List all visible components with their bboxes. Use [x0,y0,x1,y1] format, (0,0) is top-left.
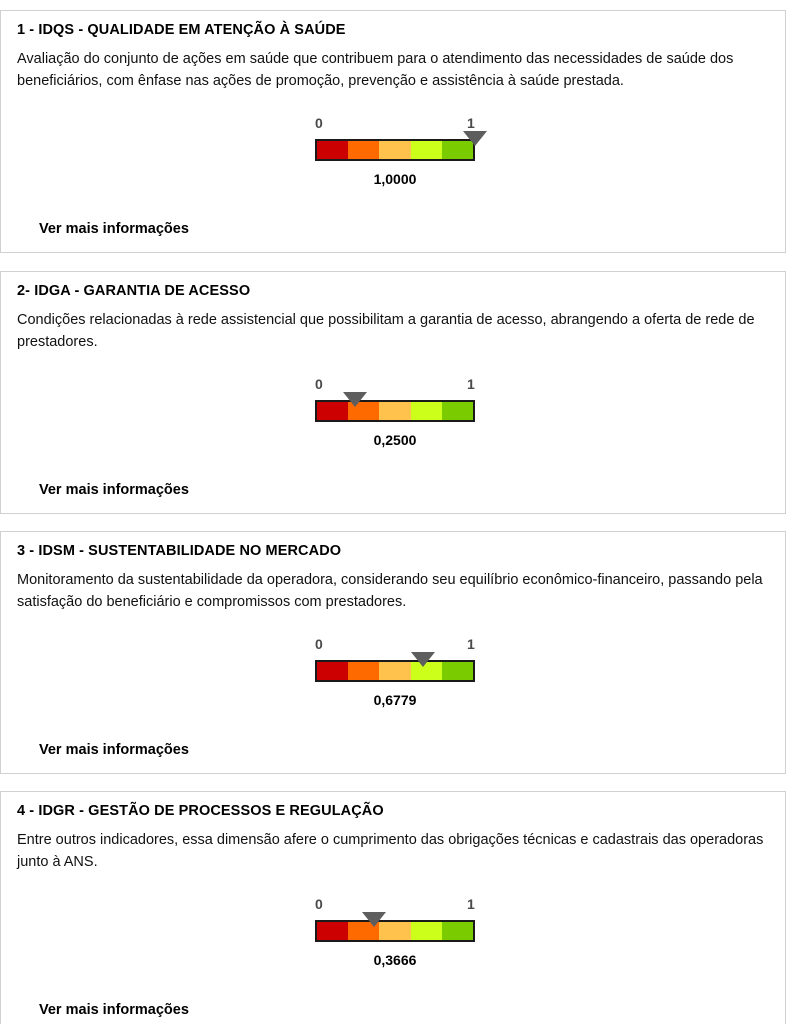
scale-segment-yellow [379,141,410,159]
gauge-max-label: 1 [467,115,475,131]
scale-segment-orange [348,662,379,680]
scale-segment-green [442,662,473,680]
gauge-max-label: 1 [467,636,475,652]
gauge-value: 1,0000 [373,171,417,187]
card-title: 4 - IDGR - GESTÃO DE PROCESSOS E REGULAÇÃO [17,803,384,819]
card-description: Condições relacionadas à rede assistencial que possibilitam a garantia de acesso, abrangendo a oferta de rede de prestadores. [17,312,755,350]
scale-segment-yellow [379,662,410,680]
gauge-color-scale [315,400,475,422]
scale-segment-lime [411,141,442,159]
score-gauge [315,896,477,972]
gauge-min-label: 0 [315,896,323,912]
gauge-min-label: 0 [315,115,323,131]
indicator-card-idqs [0,10,786,253]
card-title: 2- IDGA - GARANTIA DE ACESSO [17,283,251,299]
scale-segment-lime [411,922,442,940]
gauge-marker-icon [343,392,367,407]
score-gauge [315,636,477,712]
more-info-link[interactable]: Ver mais informações [39,1002,189,1018]
gauge-max-label: 1 [467,376,475,392]
indicator-card-idga [0,271,786,514]
scale-segment-yellow [379,402,410,420]
scale-segment-green [442,922,473,940]
card-description: Entre outros indicadores, essa dimensão afere o cumprimento das obrigações técnicas e cadastrais das operadoras junto à ANS. [17,832,764,870]
score-gauge [315,115,477,191]
gauge-color-scale [315,920,475,942]
scale-segment-red [317,141,348,159]
card-description: Avaliação do conjunto de ações em saúde que contribuem para o atendimento das necessidades de saúde dos beneficiários, com ênfase nas ações de promoção, prevenção e assistência à saúde prestada. [17,51,734,89]
scale-segment-red [317,922,348,940]
score-gauge [315,376,477,452]
more-info-link[interactable]: Ver mais informações [39,482,189,498]
gauge-min-label: 0 [315,376,323,392]
scale-segment-lime [411,402,442,420]
gauge-value: 0,2500 [373,432,417,448]
card-title: 3 - IDSM - SUSTENTABILIDADE NO MERCADO [17,543,342,559]
gauge-marker-icon [463,131,487,146]
card-description: Monitoramento da sustentabilidade da operadora, considerando seu equilíbrio econômico-financeiro, passando pela satisfação do beneficiário e compromissos com prestadores. [17,572,763,610]
gauge-value: 0,3666 [373,952,417,968]
card-title: 1 - IDQS - QUALIDADE EM ATENÇÃO À SAÚDE [17,22,346,38]
gauge-color-scale [315,660,475,682]
scale-segment-red [317,662,348,680]
scale-segment-orange [348,141,379,159]
more-info-link[interactable]: Ver mais informações [39,742,189,758]
gauge-min-label: 0 [315,636,323,652]
gauge-max-label: 1 [467,896,475,912]
gauge-color-scale [315,139,475,161]
more-info-link[interactable]: Ver mais informações [39,221,189,237]
indicator-card-idgr [0,791,786,1024]
gauge-marker-icon [362,912,386,927]
gauge-value: 0,6779 [373,692,417,708]
indicator-card-idsm [0,531,786,774]
scale-segment-green [442,402,473,420]
gauge-marker-icon [411,652,435,667]
